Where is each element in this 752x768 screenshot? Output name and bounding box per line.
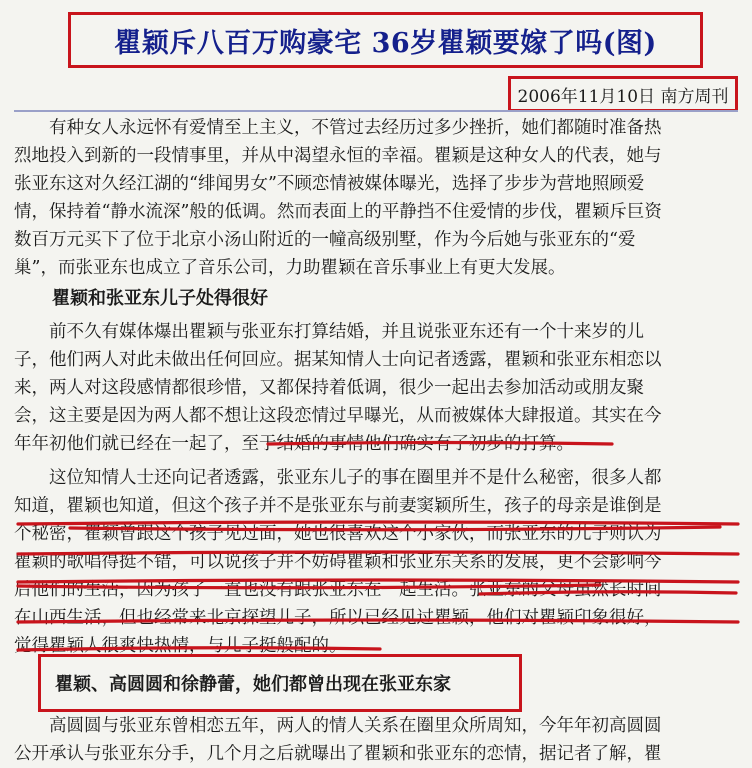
paragraph-1 [14, 114, 736, 282]
text-line: 烈地投入到新的一段情事里，并从中渴望永恒的幸福。瞿颖是这种女人的代表，她与 [14, 146, 662, 166]
paragraph-2 [14, 318, 736, 458]
text-line: 会，这主要是因为两人都不想让这段恋情过早曝光，从而被媒体大肆报道。其实在今 [14, 406, 662, 426]
text-line: 巢”，而张亚东也成立了音乐公司，力助瞿颖在音乐事业上有更大发展。 [14, 258, 566, 278]
date-source: 2006年11月10日 南方周刊 [508, 76, 738, 112]
text-line: 在山西生活，但也经常来北京探望儿子，所以已经见过瞿颖，他们对瞿颖印象很好， [14, 608, 662, 628]
title-box [68, 12, 703, 68]
divider [14, 110, 738, 112]
paragraph-4 [14, 712, 736, 768]
text-line: 有种女人永远怀有爱情至上主义，不管过去经历过多少挫折，她们都随时准备热 [14, 118, 662, 138]
text-line: 这位知情人士还向记者透露，张亚东儿子的事在圈里并不是什么秘密，很多人都 [14, 468, 662, 488]
text-line: 知道，瞿颖也知道，但这个孩子并不是张亚东与前妻窦颖所生，孩子的母亲是谁倒是 [14, 496, 662, 516]
text-line: 前不久有媒体爆出瞿颖与张亚东打算结婚，并且说张亚东还有一个十来岁的儿 [14, 322, 644, 342]
text-line: 情，保持着“静水流深”般的低调。然而表面上的平静挡不住爱情的步伐，瞿颖斥巨资 [14, 202, 662, 222]
article-title: 瞿颖斥八百万购豪宅 36岁瞿颖要嫁了吗(图) [114, 27, 657, 59]
text-line: 瞿颖的歌唱得挺不错，可以说孩子并不妨碍瞿颖和张亚东关系的发展，更不会影响今 [14, 552, 662, 572]
section-heading-1: 瞿颖和张亚东儿子处得很好 [52, 288, 268, 309]
text-line: 年年初他们就已经在一起了，至于结婚的事情他们确实有了初步的打算。 [14, 434, 574, 454]
text-line: 高圆圆与张亚东曾相恋五年，两人的情人关系在圈里众所周知，今年年初高圆圆 [14, 716, 662, 736]
text-line: 子，他们两人对此未做出任何回应。据某知情人士向记者透露，瞿颖和张亚东相恋以 [14, 350, 662, 370]
text-line: 后他们的生活，因为孩子一直也没有跟张亚东在一起生活。张亚东的父母虽然长时间 [14, 580, 662, 600]
paragraph-3 [14, 464, 736, 660]
text-line: 来，两人对这段感情都很珍惜，又都保持着低调，很少一起出去参加活动或朋友聚 [14, 378, 644, 398]
text-line: 公开承认与张亚东分手，几个月之后就曝出了瞿颖和张亚东的恋情，据记者了解，瞿 [14, 744, 662, 764]
section-heading-2: 瞿颖、高圆圆和徐静蕾，她们都曾出现在张亚东家 [38, 654, 522, 712]
text-line: 个秘密，瞿颖曾跟这个孩子见过面，她也很喜欢这个小家伙，而张亚东的儿子则认为 [14, 524, 662, 544]
text-line: 数百万元买下了位于北京小汤山附近的一幢高级别墅，作为今后她与张亚东的“爱 [14, 230, 636, 250]
text-line: 张亚东这对久经江湖的“绯闻男女”不顾恋情被媒体曝光，选择了步步为营地照顾爱 [14, 174, 645, 194]
text-line: 觉得瞿颖人很爽快热情，与儿子挺般配的。 [14, 636, 347, 656]
